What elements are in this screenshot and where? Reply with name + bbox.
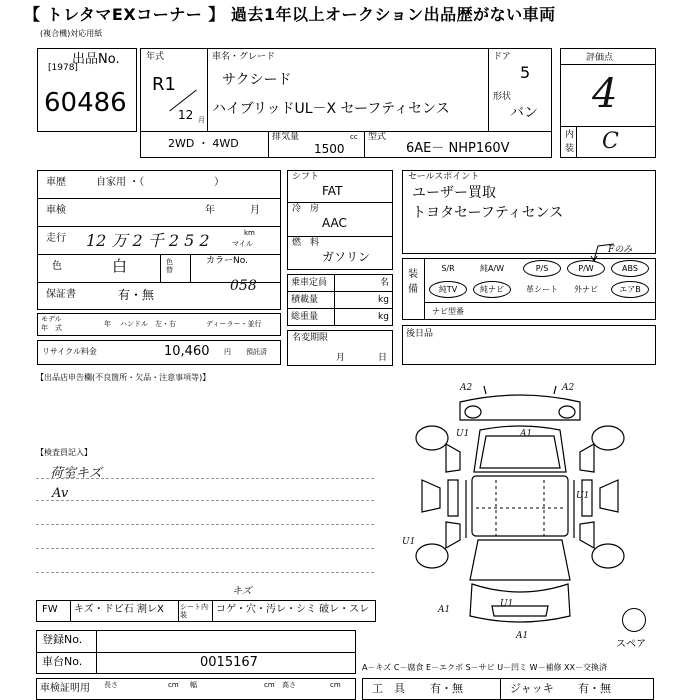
equipment-item: P/S (535, 264, 549, 273)
history-value: 自家用 ・（ ） (96, 177, 225, 188)
model-year-year: 年 (104, 320, 111, 328)
inspector-label: 【検査員記入】 (36, 448, 92, 457)
score-value: 4 (592, 71, 618, 117)
equipment-item: 純ナビ (480, 285, 504, 294)
mark-a2-right: A2 (562, 383, 575, 393)
interior-label1: 内 (565, 130, 575, 140)
lot-label: 出品No. (72, 52, 120, 67)
interior-value: C (602, 129, 619, 154)
tools-value: 有・無 (430, 682, 463, 695)
model-year-handle: ハンドル 左・右 (120, 320, 176, 328)
aircon-label: 冷 房 (292, 204, 320, 214)
weight-label: 総重量 (291, 312, 319, 322)
mileage-km: km (244, 229, 255, 237)
shift-label: シフト (292, 172, 320, 182)
equipment-label1: 装 (408, 269, 418, 280)
fuel-value: ガソリン (322, 250, 371, 264)
load-unit: kg (378, 295, 389, 305)
mileage-mile: マイル (232, 240, 253, 248)
reg-change-month: 月 (336, 353, 346, 363)
year-label: 年式 (146, 52, 165, 62)
inspector-note2: Av (52, 486, 69, 501)
score-label: 評価点 (586, 53, 614, 63)
weight-unit: kg (378, 312, 389, 322)
cert-item: cm (330, 681, 341, 689)
model-year-label1: モデル (41, 315, 62, 323)
interior-fw: FW (42, 604, 58, 615)
sales-point-label: セールスポイント (408, 172, 480, 182)
interior-items2: コゲ・穴・汚レ・シミ 破レ・スレ (216, 604, 370, 615)
banner: 【 トレタマEXコーナー 】 過去1年以上オークション出品歴がない車両 (24, 5, 556, 24)
lot-number: 60486 (44, 88, 127, 118)
legend: A－キズ C－腐食 E－エクボ S－サビ U－凹ミ W－補修 XX－交換済 (362, 663, 608, 672)
mark-a1-top: A1 (520, 429, 533, 439)
spare-label: スペア (616, 639, 646, 650)
year-era: R1 (152, 74, 176, 95)
subnote: (複合機)対応用紙 (40, 29, 103, 38)
mark-a1-rear1: A1 (438, 605, 451, 615)
displacement-value: 1500 (314, 142, 345, 156)
cert-item: cm (168, 681, 179, 689)
equipment-item: ABS (622, 264, 638, 273)
interior-items: キズ・ドビ石 割レX (74, 604, 164, 615)
interior-note: キズ (232, 586, 252, 597)
interior-seat: シート内装 (180, 603, 208, 619)
declaration-label: 【出品店申告欄(不良箇所・欠品・注意事項等)】 (36, 373, 211, 382)
doors-value: 5 (520, 63, 531, 82)
mark-u1-d: U1 (500, 599, 514, 609)
color-label: 色 (52, 261, 62, 272)
capacity-label: 乗車定員 (291, 278, 328, 288)
jack-value: 有・無 (578, 682, 611, 695)
mileage-value: 12 万 2 千 2 5 2 (86, 231, 210, 250)
cert-item: cm (264, 681, 275, 689)
equipment-item: 外ナビ (574, 285, 598, 294)
mark-u1-a: U1 (456, 429, 470, 439)
mileage-label: 走行 (46, 233, 66, 244)
aircon-value: AAC (322, 216, 347, 230)
after-check-label: 後日品 (406, 329, 434, 339)
warranty-value: 有・無 (118, 288, 155, 302)
recycle-unit: 円 (224, 348, 231, 356)
sales-point-line2: トヨタセーフティセンス (412, 205, 564, 221)
inspection-label: 車検 (46, 205, 66, 216)
equipment-circle (611, 281, 649, 298)
model-year-dealer: ディーラー・並行 (206, 320, 262, 328)
equipment-circle (473, 281, 511, 298)
capacity-unit: 名 (380, 278, 390, 288)
inspection-year: 年 (205, 205, 215, 216)
equipment-item: エアB (619, 285, 641, 294)
navi-label: ナビ型番 (432, 307, 464, 316)
color-value: 白 (112, 257, 128, 275)
cert-label: 車検証明用 (40, 683, 90, 694)
cert-item: 高さ (282, 681, 296, 689)
handnote-arrow (590, 240, 620, 264)
warranty-label: 保証書 (46, 289, 76, 300)
lot-small: [1978] (48, 63, 78, 73)
cert-item: 幅 (190, 681, 197, 689)
recycle-note: 預託済 (246, 348, 267, 356)
displacement-unit: cc (350, 133, 358, 141)
cert-item: 長さ (104, 681, 118, 689)
car-diagram (400, 380, 640, 640)
model-year-label2: 年 式 (41, 324, 62, 332)
mark-u1-c: U1 (402, 537, 416, 547)
type-label: 型式 (368, 132, 387, 142)
recycle-label: リサイクル料金 (42, 347, 97, 356)
displacement-label: 排気量 (272, 132, 300, 142)
color-code: 058 (230, 278, 257, 294)
equipment-item: 純TV (438, 285, 458, 294)
equipment-item: 純A/W (479, 264, 505, 273)
year-month: 12 (178, 108, 194, 122)
interior-label2: 装 (565, 144, 575, 154)
recycle-value: 10,460 (164, 344, 210, 359)
history-label: 車歴 (46, 177, 66, 188)
equipment-handnote: Fのみ (608, 245, 633, 255)
type-value: 6AE－ NHP160V (406, 141, 510, 156)
reg-change-day: 日 (378, 353, 388, 363)
year-month-unit: 月 (198, 116, 205, 124)
equipment-circle (429, 281, 467, 298)
model-label: 車名・グレード (212, 52, 276, 62)
drive: 2WD ・ 4WD (168, 137, 239, 150)
color-code-label: カラーNo. (206, 256, 248, 266)
fuel-label: 燃 料 (292, 238, 320, 248)
chassis-label: 車台No. (42, 655, 83, 668)
sales-point-line1: ユーザー買取 (412, 185, 496, 201)
equipment-item: 革シート (526, 285, 558, 294)
registration-label: 登録No. (42, 633, 83, 646)
spare-circle (622, 608, 646, 632)
jack-label: ジャッキ (510, 682, 554, 695)
mark-a2-left: A2 (460, 383, 473, 393)
mark-u1-b: U1 (576, 491, 590, 501)
mark-a1-rear2: A1 (516, 631, 529, 640)
equipment-item: S/R (441, 264, 455, 273)
load-label: 積載量 (291, 295, 319, 305)
equipment-item: P/W (578, 264, 594, 273)
equipment-label2: 備 (408, 284, 418, 295)
after-check (402, 325, 656, 365)
body-value: バン (510, 105, 538, 121)
inspector-note1: 荷室キズ (50, 466, 102, 481)
equipment-circle (523, 260, 561, 277)
shift-value: FAT (322, 184, 343, 198)
doors-label: ドア (493, 52, 511, 62)
inspection-month: 月 (250, 205, 260, 216)
model-name: サクシード (222, 72, 292, 88)
reg-change-label: 名変期限 (292, 333, 329, 343)
tools-label: 工 具 (372, 682, 405, 695)
chassis-value: 0015167 (200, 655, 258, 670)
color-change: 色替 (166, 258, 173, 274)
body-label: 形状 (493, 92, 512, 102)
model-grade: ハイブリッドUL－X セーフティセンス (212, 101, 450, 117)
